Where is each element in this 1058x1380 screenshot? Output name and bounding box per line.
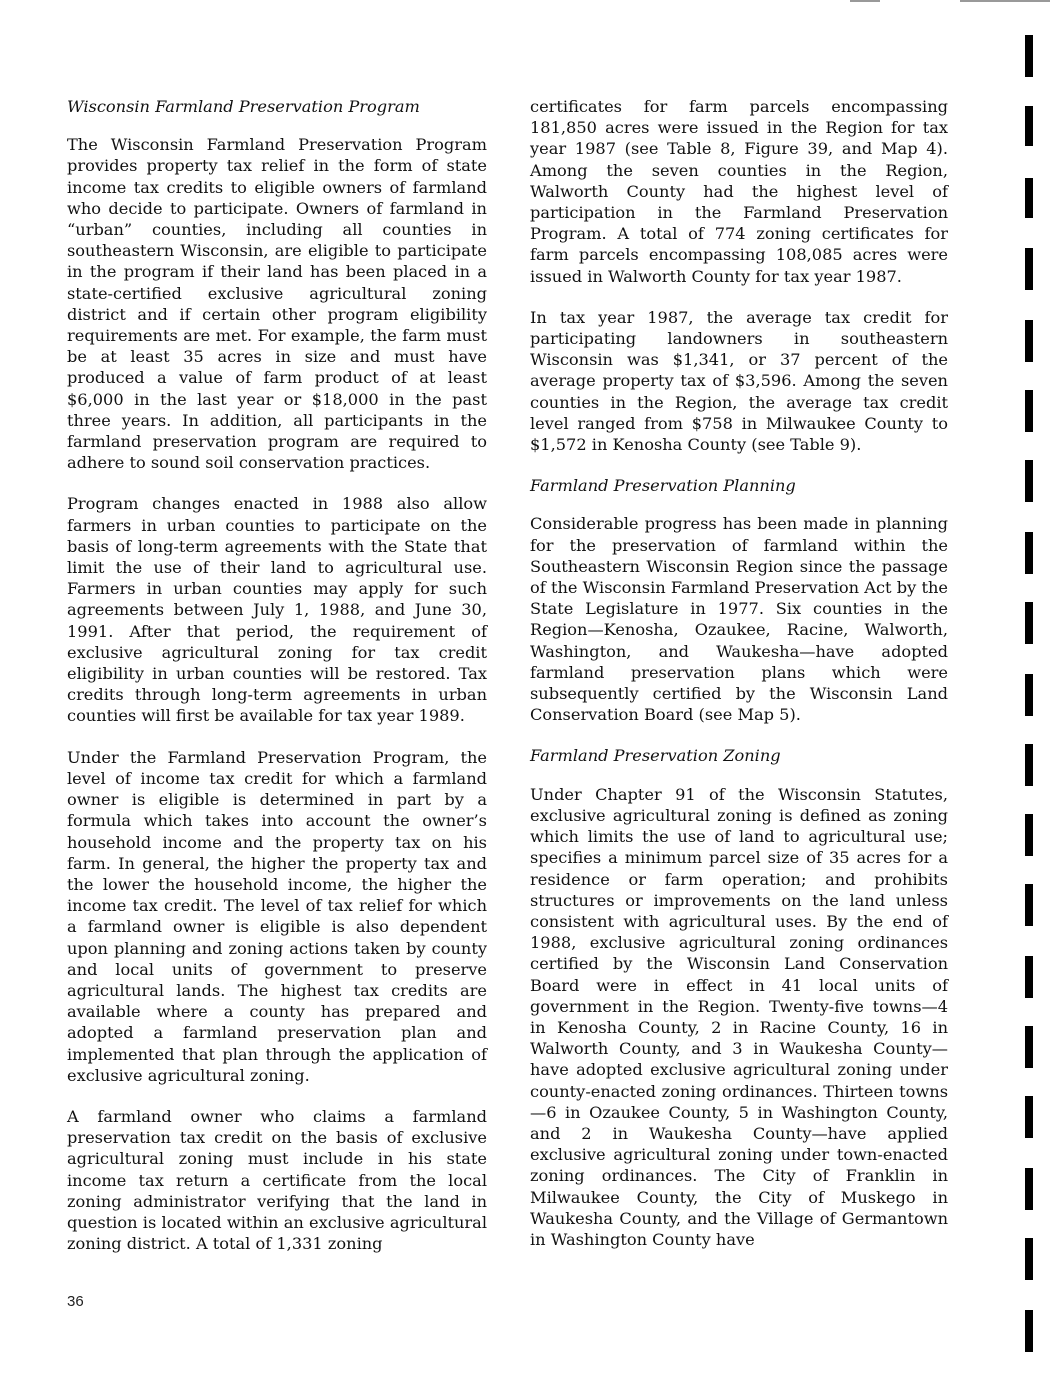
registration-mark — [1025, 460, 1033, 502]
paragraph-program-changes: Program changes enacted in 1988 also allow farmers in urban counties to participate on the basis of long-term agreements with the State that limit the use of their land to agricultural use. Farmers in urban counties may apply for such agreements between July 1, 1988, and June 30, 1991. After that period, the requirement of exclusive agricultural zoning for tax credit eligibility in urban counties will be restored. Tax credits through long-term agreements in urban counties will first be available for tax year 1989. — [67, 494, 487, 726]
registration-mark — [1025, 674, 1033, 716]
registration-mark — [1025, 248, 1033, 290]
registration-mark — [1025, 956, 1033, 998]
registration-mark — [1025, 1310, 1033, 1352]
registration-mark — [1025, 744, 1033, 786]
registration-mark — [1025, 1096, 1033, 1138]
registration-mark — [1025, 814, 1033, 856]
registration-mark — [1025, 1168, 1033, 1210]
left-column — [67, 96, 487, 1274]
registration-mark — [1025, 178, 1033, 218]
registration-mark — [1025, 602, 1033, 644]
paragraph-program-overview: The Wisconsin Farmland Preservation Program provides property tax relief in the form of state income tax credits to eligible owners of farmland who decide to participate. Owners of farmland in “urban” counties, including all counties in southeastern Wisconsin, are eligible to participate in the program if their land has been placed in a state-certified exclusive agricultural zoning district and if certain other program eligibility requirements are met. For example, the farm must be at least 35 acres in size and must have produced a value of farm product of at least $6,000 in the last year or $18,000 in the past three years. In addition, all participants in the farmland preservation program are required to adhere to sound soil conservation practices. — [67, 135, 487, 473]
section-heading-farmland-preservation-program: Wisconsin Farmland Preservation Program — [67, 97, 420, 116]
paragraph-preservation-planning: Considerable progress has been made in planning for the preservation of farmland within the Southeastern Wisconsin Region since the passage of the Wisconsin Farmland Preservation Act by the State Legislature in 1977. Six counties in the Region—Kenosha, Ozaukee, Racine, Walworth, Washington, and Waukesha—have adopted farmland preservation plans which were subsequently certified by the Wisconsin Land Conservation Board (see Map 5). — [530, 514, 948, 725]
registration-mark — [1025, 1026, 1033, 1068]
registration-mark — [1025, 390, 1033, 432]
scan-registration-marks — [1018, 0, 1058, 1380]
scan-edge-line — [850, 0, 880, 2]
right-column — [530, 96, 948, 1270]
registration-mark — [1025, 320, 1033, 362]
paragraph-zoning-certificate: A farmland owner who claims a farmland preservation tax credit on the basis of exclusive agricultural zoning must include in his state income tax return a certificate from the local zoning administrator verifying that the land in question is located within an exclusive agricultural zoning district. A total of 1,331 zoning — [67, 1106, 487, 1254]
paragraph-certificates-continued: certificates for farm parcels encompassing 181,850 acres were issued in the Region for tax year 1987 (see Table 8, Figure 39, and Map 4). Among the seven counties in the Region, Walworth County had the highest level of participation in the Farmland Preservation Program. A total of 774 zoning certificates for farm parcels encompassing 108,085 acres were issued in Walworth County for tax year 1987. — [530, 97, 948, 286]
paragraph-average-tax-credit: In tax year 1987, the average tax credit for participating landowners in southeastern Wisconsin was $1,341, or 37 percent of the average property tax of $3,596. Among the seven counties in the Region, the average tax credit level ranged from $758 in Milwaukee County to $1,572 in Kenosha County (see Table 9). — [530, 307, 948, 455]
registration-mark — [1025, 1238, 1033, 1280]
section-heading-preservation-planning: Farmland Preservation Planning — [530, 476, 796, 496]
registration-mark — [1025, 106, 1033, 146]
paragraph-preservation-zoning: Under Chapter 91 of the Wisconsin Statutes, exclusive agricultural zoning is defined as zoning which limits the use of land to agricultural use; specifies a minimum parcel size of 35 acres for a residence or farm operation; and prohibits structures or improvements on the land unless consistent with agricultural uses. By the end of 1988, exclusive agricultural zoning ordinances certified by the Wisconsin Land Conservation Board were in effect in 41 local units of government in the Region. Twenty-five towns—4 in Kenosha County, 2 in Racine County, 16 in Walworth County, and 3 in Waukesha County—have adopted exclusive agricultural zoning under county-enacted zoning ordinances. Thirteen towns—6 in Ozaukee County, 5 in Washington County, and 2 in Waukesha County—have applied exclusive agricultural zoning under town-enacted zoning ordinances. The City of Franklin in Milwaukee County, the City of Muskego in Waukesha County, and the Village of Germantown in Washington County have — [530, 784, 948, 1249]
paragraph-tax-credit-formula: Under the Farmland Preservation Program, the level of income tax credit for which a farmland owner is eligible is determined in part by a formula which takes into account the owner’s household income and the property tax on his farm. In general, the higher the property tax and the lower the household income, the higher the income tax credit. The level of tax relief for which a farmland owner is eligible is also dependent upon planning and zoning actions taken by county and local units of government to preserve agricultural lands. The highest tax credits are available where a county has prepared and adopted a farmland preservation plan and implemented that plan through the application of exclusive agricultural zoning. — [67, 747, 487, 1085]
page-number: 36 — [67, 1293, 84, 1310]
registration-mark — [1025, 35, 1033, 77]
section-heading-preservation-zoning: Farmland Preservation Zoning — [530, 746, 781, 766]
registration-mark — [1025, 532, 1033, 574]
registration-mark — [1025, 884, 1033, 926]
